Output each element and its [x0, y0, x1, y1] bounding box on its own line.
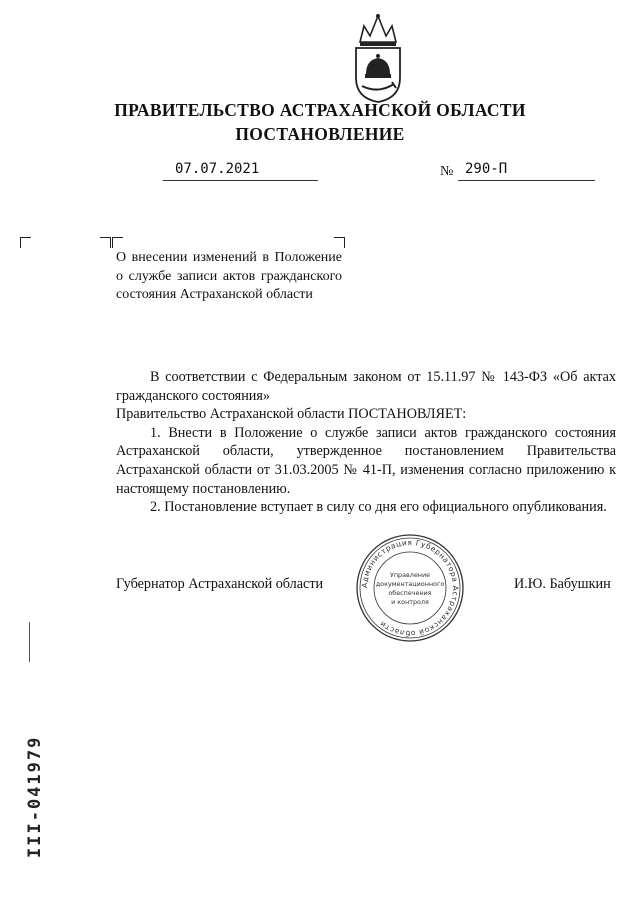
coat-of-arms-emblem: [350, 12, 406, 104]
corner-mark-left: [20, 237, 31, 248]
serial-text: III-041979: [25, 735, 45, 858]
margin-line: [29, 622, 30, 662]
document-type: ПОСТАНОВЛЕНИЕ: [235, 124, 405, 144]
signer-name: И.Ю. Бабушкин: [514, 576, 611, 592]
seal-center-line-1: Управление: [389, 571, 431, 579]
body-paragraph-decree: Правительство Астраханской области ПОСТАНОВЛЯЕТ:: [116, 406, 467, 423]
seal-ring-text: Администрация Губернатора Астраханской области: [359, 537, 461, 639]
official-seal-stamp: [354, 532, 466, 644]
document-date: 07.07.2021: [175, 161, 260, 177]
seal-center-line-3: обеспечения: [388, 589, 432, 597]
body-paragraph-item-1: 1. Внести в Положение о службе записи актов гражданского состояния Астраханской области, утвержденное постановлением Правительства Астраханской области от 31.03.2005 № 41-П, изменения согласно приложению к настоящему постановлению.: [116, 424, 616, 497]
body-paragraph-item-2: 2. Постановление вступает в силу со дня его официального опубликования.: [150, 499, 607, 516]
document-number: 290-П: [465, 161, 508, 177]
document-body: [116, 368, 616, 517]
body-paragraph-basis: В соответствии с Федеральным законом от 15.11.97 № 143-ФЗ «Об актах гражданского состояния»: [116, 369, 616, 404]
number-sign: №: [440, 164, 454, 179]
document-subject: О внесении изменений в Положение о службе записи актов гражданского состояния Астраханской области: [116, 250, 342, 302]
side-serial-number: [14, 700, 54, 860]
corner-mark-subject-right: [334, 237, 345, 248]
seal-center-line-2: документационного: [375, 580, 445, 588]
corner-mark-subject-left-b: [112, 237, 123, 248]
government-title: ПРАВИТЕЛЬСТВО АСТРАХАНСКОЙ ОБЛАСТИ: [114, 100, 526, 120]
signer-position: Губернатор Астраханской области: [116, 576, 324, 592]
seal-center-line-4: и контроля: [391, 598, 429, 606]
corner-mark-subject-left-a: [100, 237, 111, 248]
